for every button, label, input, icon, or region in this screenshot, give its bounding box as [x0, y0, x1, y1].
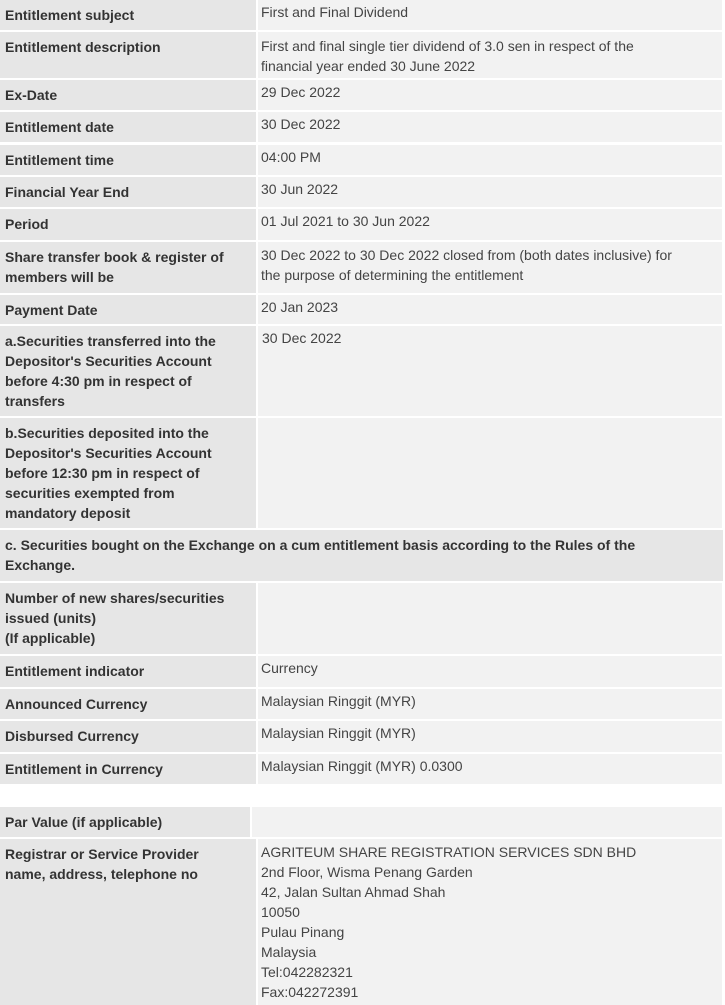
announced-currency-value: Malaysian Ringgit (MYR)	[258, 689, 722, 719]
period-value: 01 Jul 2021 to 30 Jun 2022	[258, 209, 722, 240]
securities-c-label-line: c. Securities bought on the Exchange on a cum entitlement basis according to the Rules of the	[5, 537, 636, 553]
securities-a-label-line: Depositor's Securities Account	[5, 353, 212, 369]
payment-date-label: Payment Date	[0, 295, 256, 324]
securities-a-label-line: transfers	[5, 393, 65, 409]
row-book-closure	[0, 242, 725, 293]
row-securities-c	[0, 530, 725, 581]
row-ex-date	[0, 80, 725, 110]
securities-a-label	[0, 326, 256, 416]
entitlement-subject-label: Entitlement subject	[0, 0, 256, 30]
ex-date-label: Ex-Date	[0, 80, 256, 110]
entitlement-description-line: First and final single tier dividend of 3.0 sen in respect of the	[261, 38, 634, 54]
securities-c-label	[0, 530, 723, 581]
book-closure-label-line: members will be	[5, 269, 114, 285]
row-par-value	[0, 807, 725, 837]
new-shares-value	[258, 583, 722, 654]
row-financial-year-end	[0, 177, 725, 207]
registrar-label-line: Registrar or Service Provider	[5, 846, 199, 862]
row-entitlement-date	[0, 112, 725, 142]
registrar-address-line: 2nd Floor, Wisma Penang Garden	[261, 864, 473, 880]
row-entitlement-subject	[0, 0, 725, 30]
securities-b-label-line: securities exempted from	[5, 485, 175, 501]
registrar-telephone: Tel:042282321	[261, 964, 353, 980]
entitlement-description-label: Entitlement description	[0, 32, 256, 78]
row-entitlement-indicator	[0, 656, 725, 687]
entitlement-date-label: Entitlement date	[0, 112, 256, 142]
registrar-label	[0, 839, 256, 1005]
securities-b-label	[0, 418, 256, 528]
new-shares-label-line: issued (units)	[5, 610, 97, 626]
entitlement-description-line: financial year ended 30 June 2022	[261, 58, 476, 74]
entitlement-subject-value: First and Final Dividend	[258, 0, 722, 30]
securities-b-label-line: b.Securities deposited into the	[5, 425, 209, 441]
entitlement-date-value: 30 Dec 2022	[258, 112, 722, 142]
securities-b-value	[258, 418, 722, 528]
book-closure-label-line: Share transfer book & register of	[5, 249, 224, 265]
period-label: Period	[0, 209, 256, 240]
securities-b-label-line: Depositor's Securities Account	[5, 445, 212, 461]
book-closure-value-line: 30 Dec 2022 to 30 Dec 2022 closed from (both dates inclusive) for	[261, 247, 672, 263]
announced-currency-label: Announced Currency	[0, 689, 256, 719]
book-closure-label	[0, 242, 256, 293]
registrar-postcode: 10050	[261, 904, 300, 920]
registrar-state: Pulau Pinang	[261, 924, 345, 940]
entitlement-indicator-value: Currency	[258, 656, 722, 687]
entitlement-time-value: 04:00 PM	[258, 145, 722, 175]
new-shares-label	[0, 583, 256, 654]
row-period	[0, 209, 725, 240]
row-entitlement-description	[0, 32, 725, 78]
book-closure-value	[258, 242, 722, 293]
entitlement-indicator-label: Entitlement indicator	[0, 656, 256, 687]
par-value-label: Par Value (if applicable)	[0, 807, 250, 837]
row-payment-date	[0, 295, 725, 324]
book-closure-value-line: the purpose of determining the entitlement	[261, 267, 524, 283]
registrar-label-line: name, address, telephone no	[5, 866, 198, 882]
new-shares-label-line: Number of new shares/securities	[5, 590, 225, 606]
securities-a-value: 30 Dec 2022	[258, 326, 722, 416]
securities-b-label-line: mandatory deposit	[5, 505, 131, 521]
disbursed-currency-value: Malaysian Ringgit (MYR)	[258, 721, 722, 752]
registrar-value	[258, 839, 722, 1005]
registrar-fax: Fax:042272391	[261, 984, 359, 1000]
securities-b-label-line: before 12:30 pm in respect of	[5, 465, 200, 481]
securities-a-label-line: before 4:30 pm in respect of	[5, 373, 192, 389]
row-securities-b	[0, 418, 725, 528]
entitlement-in-currency-value: Malaysian Ringgit (MYR) 0.0300	[258, 754, 722, 784]
registrar-name: AGRITEUM SHARE REGISTRATION SERVICES SDN BHD	[261, 844, 637, 860]
ex-date-value: 29 Dec 2022	[258, 80, 722, 110]
securities-a-label-line: a.Securities transferred into the	[5, 333, 216, 349]
registrar-country: Malaysia	[261, 944, 317, 960]
disbursed-currency-label: Disbursed Currency	[0, 721, 256, 752]
payment-date-value: 20 Jan 2023	[258, 295, 722, 324]
row-registrar	[0, 839, 725, 1005]
financial-year-end-value: 30 Jun 2022	[258, 177, 722, 207]
row-new-shares	[0, 583, 725, 654]
row-securities-a	[0, 326, 725, 416]
row-disbursed-currency	[0, 721, 725, 752]
entitlement-description-value	[258, 32, 722, 78]
row-announced-currency	[0, 689, 725, 719]
row-entitlement-time	[0, 145, 725, 175]
new-shares-label-line: (If applicable)	[5, 630, 96, 646]
entitlement-in-currency-label: Entitlement in Currency	[0, 754, 256, 784]
row-entitlement-in-currency	[0, 754, 725, 784]
financial-year-end-label: Financial Year End	[0, 177, 256, 207]
par-value-value	[252, 807, 722, 837]
securities-c-label-line: Exchange.	[5, 557, 76, 573]
registrar-address-line: 42, Jalan Sultan Ahmad Shah	[261, 884, 446, 900]
entitlement-time-label: Entitlement time	[0, 145, 256, 175]
